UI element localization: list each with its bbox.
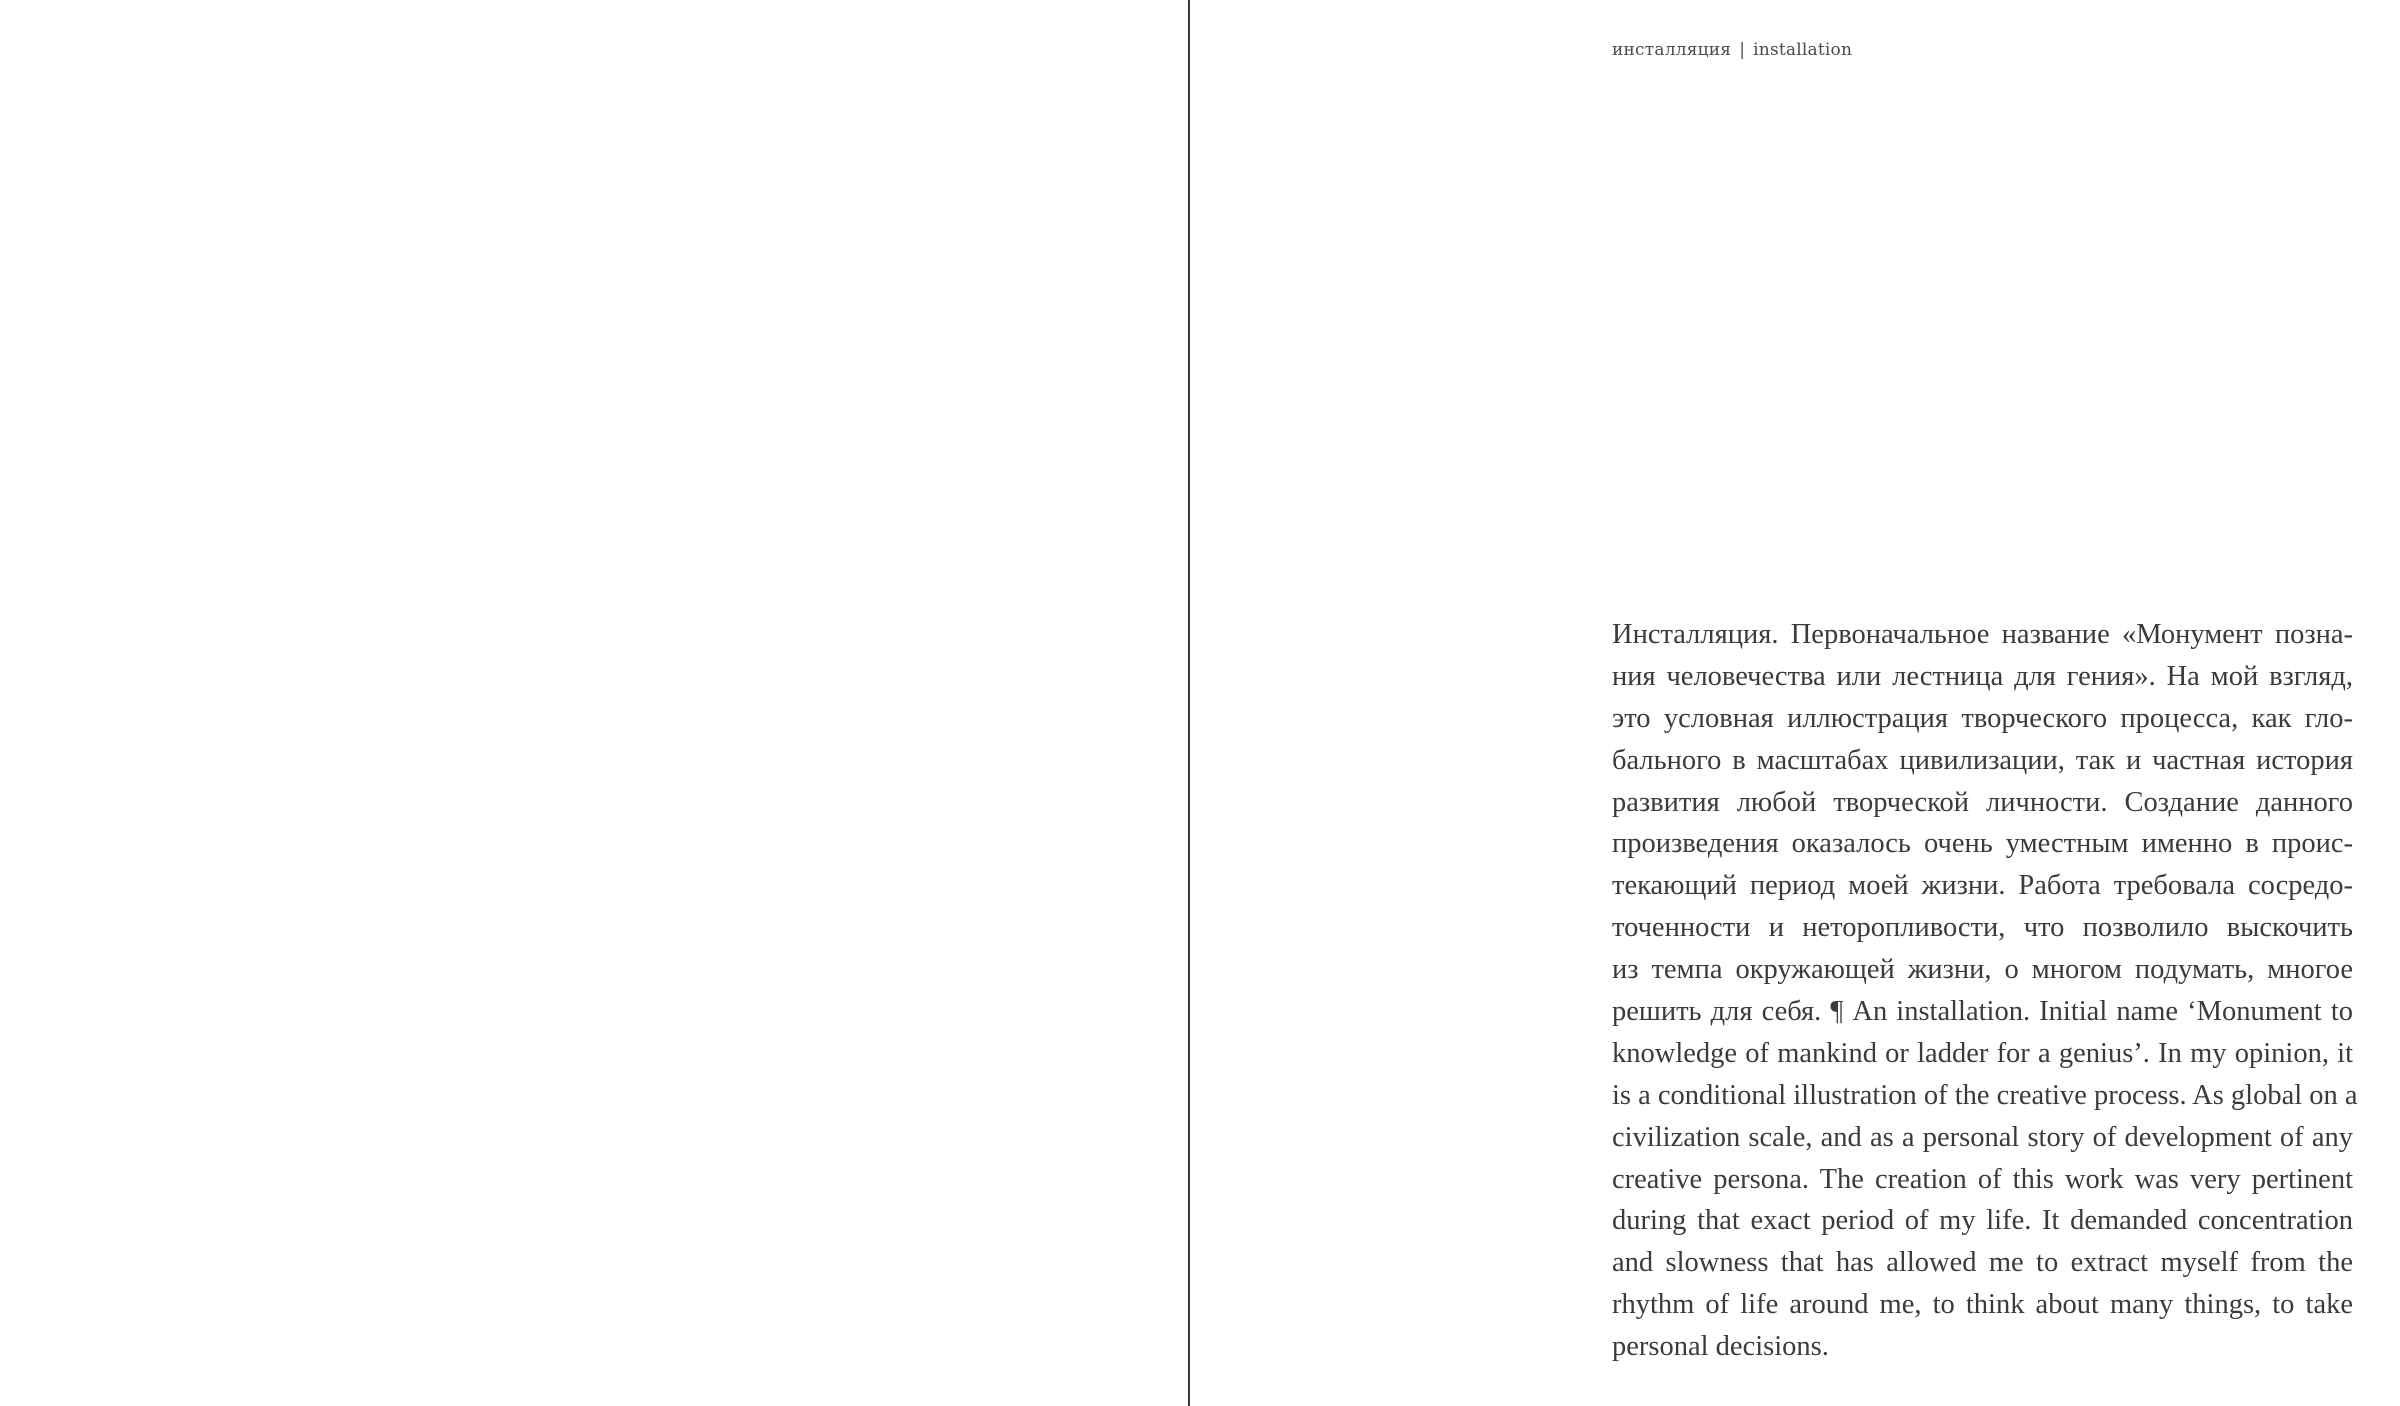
body-line: knowledge of mankind or ladder for a genius’. In my opinion, it [1612, 1037, 2353, 1069]
running-head-en: installation [1753, 40, 1853, 60]
body-line: бального в масштабах цивилизации, так и частная история [1612, 744, 2353, 776]
body-line: is a conditional illustration of the creative process. As global on a [1612, 1079, 2358, 1111]
body-line: personal decisions. [1612, 1331, 1829, 1363]
body-line: произведения оказалось очень уместным именно в проис- [1612, 828, 2353, 860]
body-line: точенности и неторопливости, что позволило выскочить [1612, 912, 2353, 944]
left-page-blank [0, 0, 1188, 1406]
running-head-ru: инсталляция [1612, 40, 1732, 60]
body-line: and slowness that has allowed me to extract myself from the [1612, 1247, 2353, 1279]
running-head-separator: | [1739, 40, 1746, 60]
body-line: rhythm of life around me, to think about many things, to take [1612, 1289, 2353, 1321]
body-line: Инсталляция. Первоначальное название «Монумент позна- [1612, 619, 2353, 650]
body-line: из темпа окружающей жизни, о многом подумать, многое [1612, 954, 2353, 986]
body-paragraph [1612, 614, 2358, 1368]
body-line: during that exact period of my life. It demanded concentration [1612, 1205, 2353, 1237]
body-line: creative persona. The creation of this work was very pertinent [1612, 1163, 2353, 1195]
body-line: это условная иллюстрация творческого процесса, как гло- [1612, 702, 2353, 734]
body-line: развития любой творческой личности. Создание данного [1612, 786, 2353, 818]
body-line: текающий период моей жизни. Работа требовала сосредо- [1612, 870, 2353, 902]
body-line: решить для себя. ¶ An installation. Initial name ‘Monument to [1612, 996, 2353, 1028]
running-head [1612, 40, 1852, 60]
body-line: civilization scale, and as a personal story of development of any [1612, 1121, 2353, 1153]
body-line: ния человечества или лестница для гения». На мой взгляд, [1612, 660, 2353, 692]
